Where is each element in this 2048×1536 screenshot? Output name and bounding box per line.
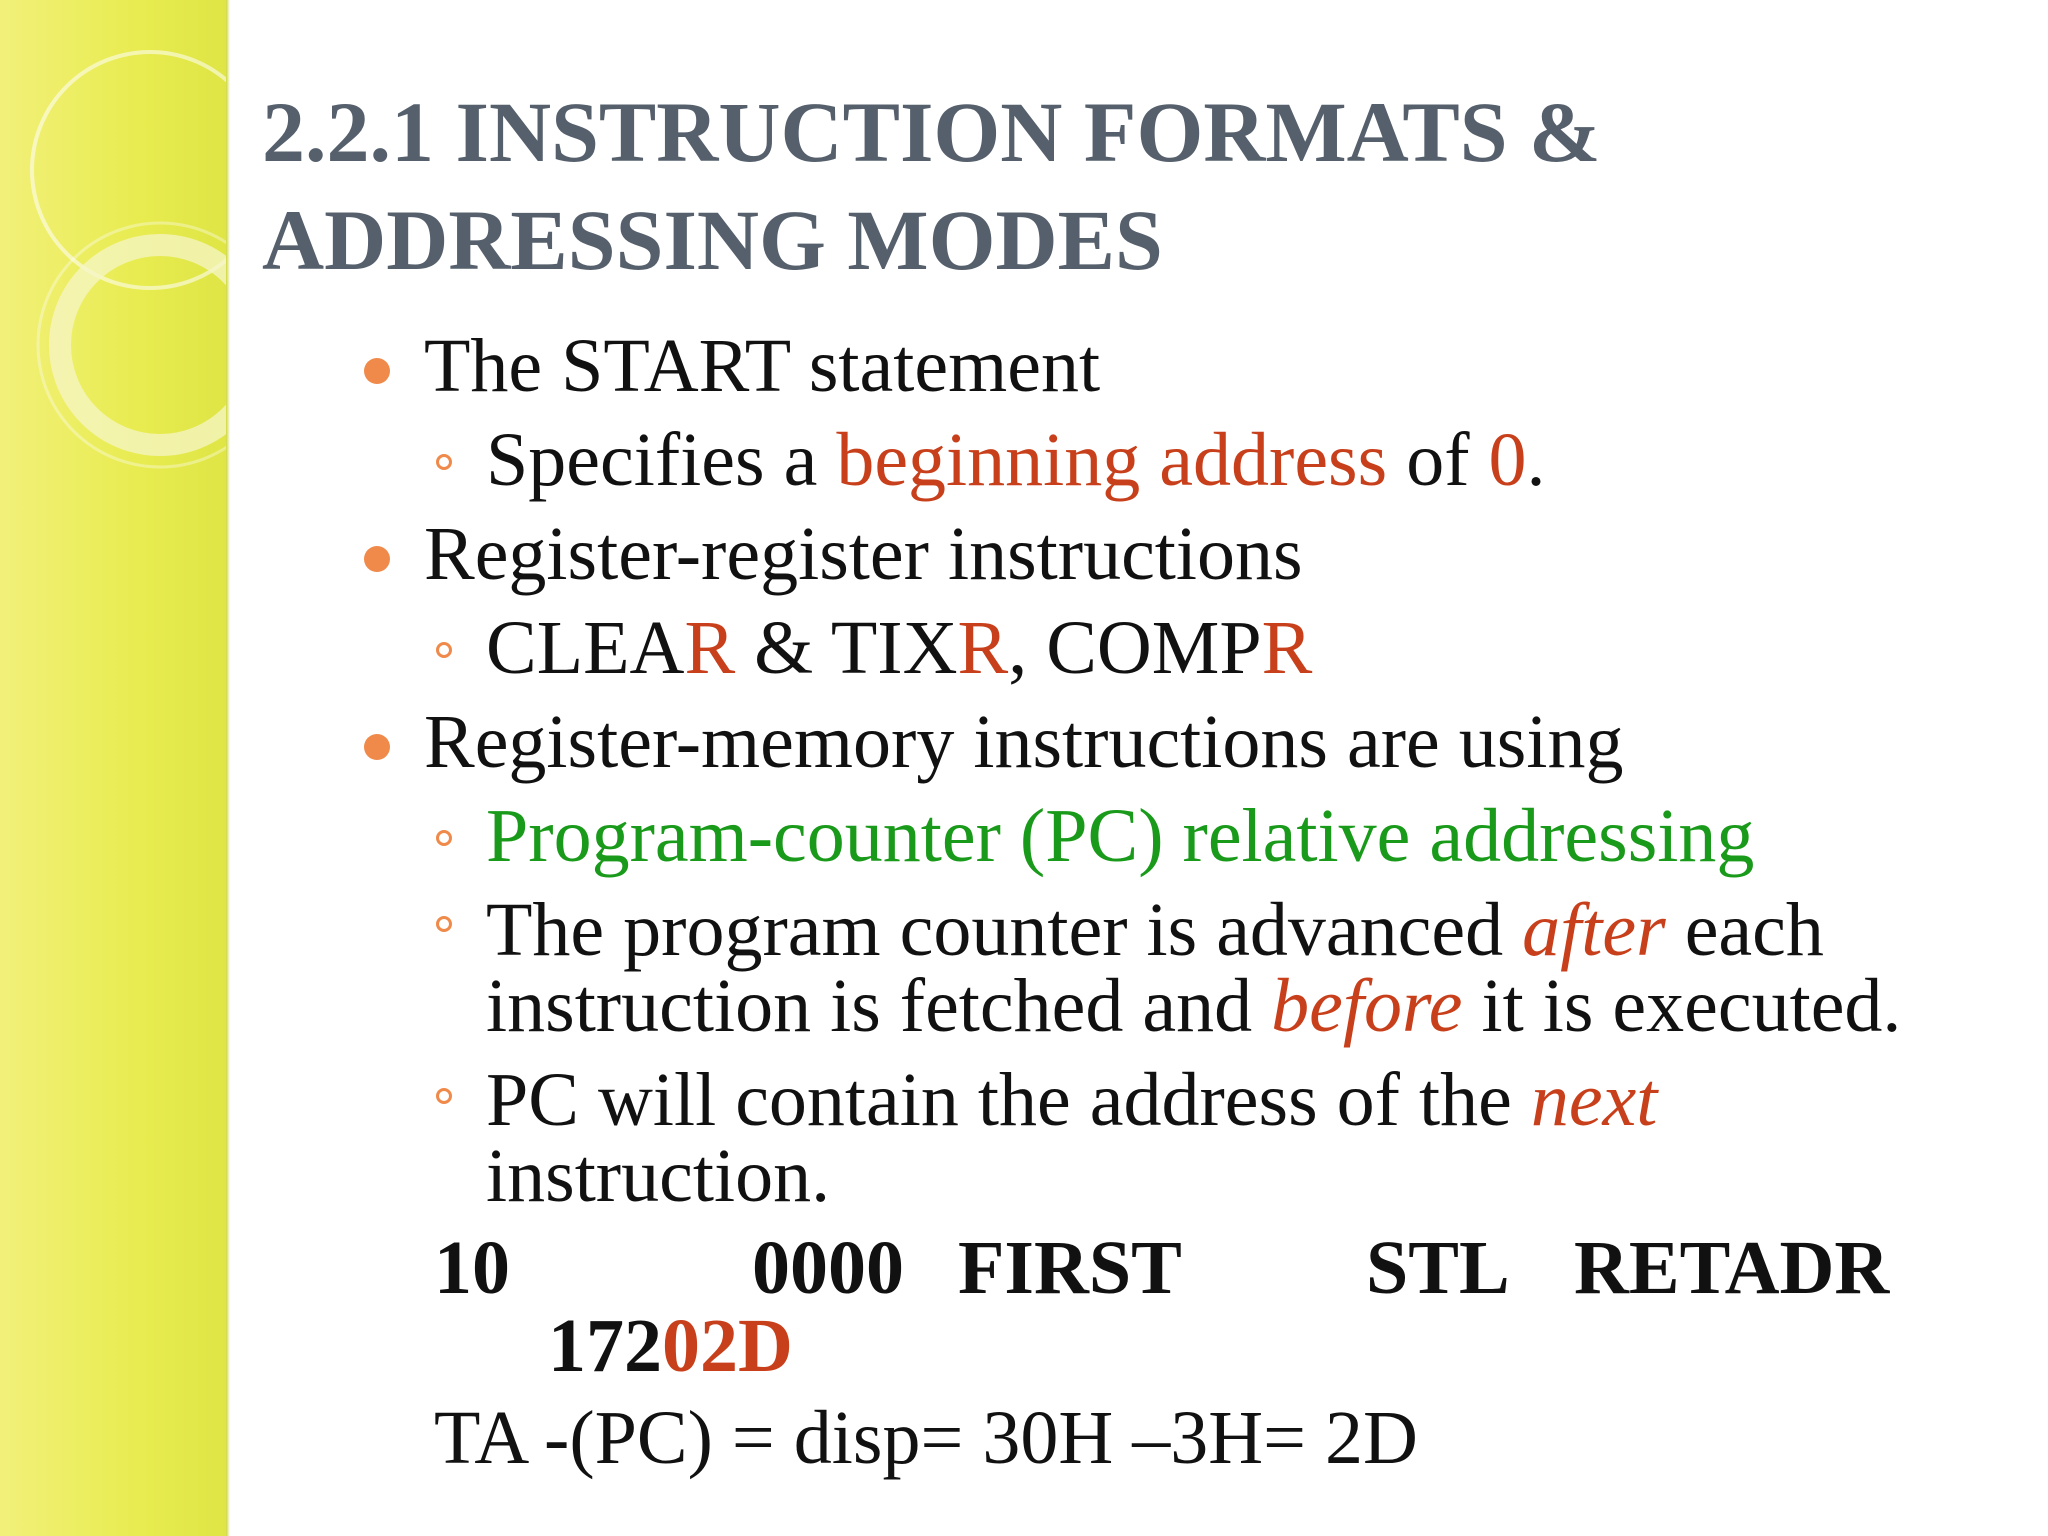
slide-title	[262, 78, 2002, 294]
code-operand: RETADR	[1574, 1226, 1890, 1310]
title-line-1: 2.2.1 INSTRUCTION FORMATS &	[262, 84, 1601, 180]
bullet-dot	[364, 546, 390, 572]
highlight-r: R	[684, 606, 736, 690]
title-line-2: ADDRESSING MODES	[262, 192, 1163, 288]
sub-bullet-pc-relative: Program-counter (PC) relative addressing	[486, 794, 1755, 878]
text-segment: , COMP	[1008, 606, 1262, 690]
displacement-formula: TA -(PC) = disp= 30H –3H= 2D	[434, 1396, 1418, 1480]
decorative-sidebar	[0, 0, 228, 1536]
sub-bullet-pc-next-line1	[486, 1060, 1657, 1140]
emphasis-next: next	[1530, 1058, 1658, 1142]
text-segment: 172	[548, 1304, 662, 1388]
sub-bullet-circle	[436, 830, 452, 846]
bullet-dot	[364, 734, 390, 760]
code-opcode: STL	[1366, 1226, 1510, 1310]
sub-bullet-circle	[436, 1088, 452, 1104]
highlight-r: R	[957, 606, 1009, 690]
text-segment: it is executed.	[1462, 964, 1902, 1048]
sub-bullet-pc-advanced-line2	[486, 966, 1901, 1046]
highlight-displacement: 02D	[662, 1304, 793, 1388]
bullet-start-statement: The START statement	[424, 324, 1101, 408]
emphasis-after: after	[1522, 888, 1666, 972]
code-label: FIRST	[958, 1226, 1182, 1310]
sub-bullet-circle	[436, 454, 452, 470]
decorative-rings	[0, 0, 228, 1536]
text-segment: instruction is fetched and	[486, 964, 1272, 1048]
text-segment: .	[1526, 418, 1546, 502]
text-segment: CLEA	[486, 606, 685, 690]
sub-bullet-beginning-address	[486, 420, 1546, 500]
text-segment: The program counter is advanced	[486, 888, 1523, 972]
sidebar-edge	[226, 0, 230, 1536]
text-segment: Specifies a	[486, 418, 837, 502]
code-object-code	[548, 1306, 793, 1386]
bullet-register-memory: Register-memory instructions are using	[424, 700, 1624, 784]
bullet-register-register: Register-register instructions	[424, 512, 1303, 596]
text-segment: of	[1387, 418, 1489, 502]
bullet-dot	[364, 358, 390, 384]
sub-bullet-circle	[436, 916, 452, 932]
code-location: 0000	[752, 1226, 904, 1310]
highlight-zero: 0	[1488, 418, 1527, 502]
text-segment: PC will contain the address of the	[486, 1058, 1531, 1142]
sub-bullet-pc-advanced-line1	[486, 890, 1824, 970]
code-line-number: 10	[434, 1226, 510, 1310]
text-segment: each	[1665, 888, 1824, 972]
highlight-r: R	[1261, 606, 1313, 690]
sub-bullet-pc-next-line2: instruction.	[486, 1134, 831, 1218]
emphasis-before: before	[1271, 964, 1463, 1048]
sub-bullet-circle	[436, 642, 452, 658]
text-segment: & TIX	[735, 606, 958, 690]
sub-bullet-register-instructions	[486, 608, 1312, 688]
highlight-beginning-address: beginning address	[836, 418, 1388, 502]
